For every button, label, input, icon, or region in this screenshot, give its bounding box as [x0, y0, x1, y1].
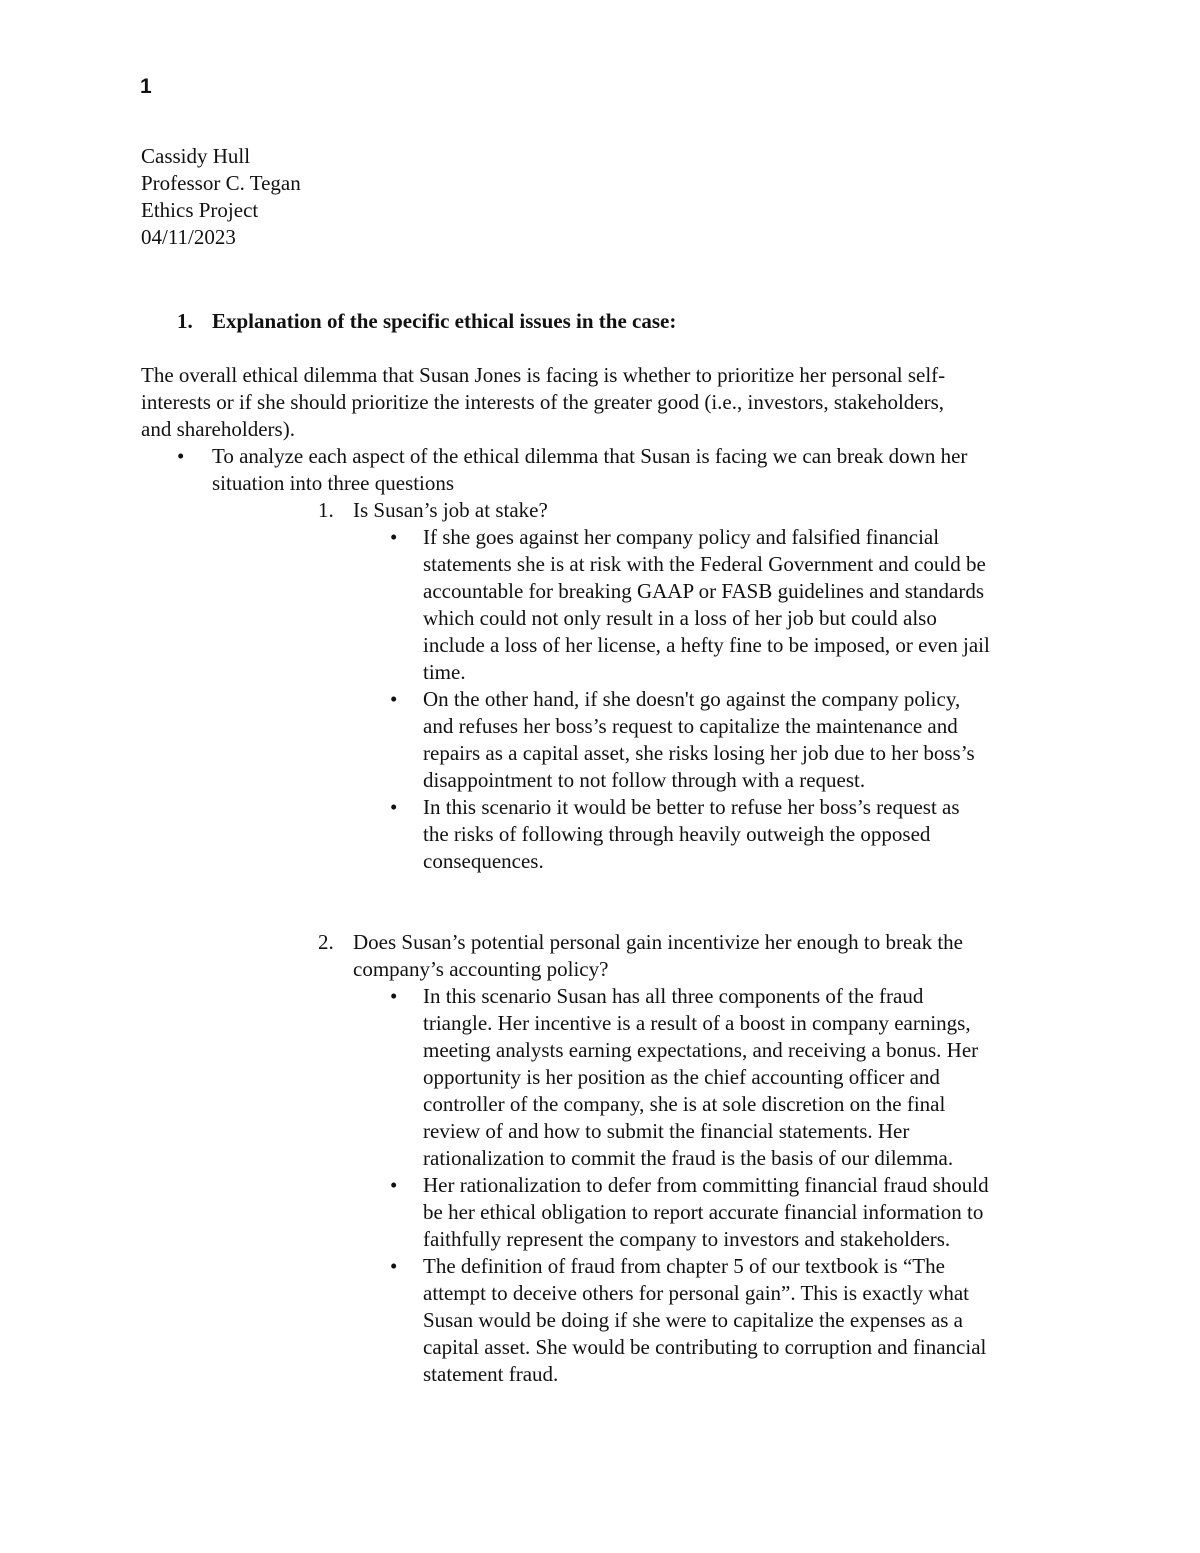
- bullet-icon: •: [390, 795, 398, 819]
- section-number: 1.: [177, 309, 193, 333]
- sub-bullet-line: In this scenario it would be better to refuse her boss’s request as: [423, 795, 960, 819]
- professor-name: Professor C. Tegan: [141, 171, 301, 195]
- sub-bullet-line: attempt to deceive others for personal gain”. This is exactly what: [423, 1281, 970, 1305]
- intro-line: interests or if she should prioritize the interests of the greater good (i.e., investors, stakeholders,: [141, 390, 945, 414]
- bullet-icon: •: [390, 984, 398, 1008]
- sub-bullet-line: meeting analysts earning expectations, and receiving a bonus. Her: [423, 1038, 979, 1062]
- sub-bullet-line: capital asset. She would be contributing to corruption and financial: [423, 1335, 987, 1359]
- page-number: 1: [140, 75, 152, 98]
- sub-bullet-line: accountable for breaking GAAP or FASB guidelines and standards: [423, 579, 985, 603]
- sub-bullet-line: On the other hand, if she doesn't go against the company policy,: [423, 687, 961, 711]
- main-bullet-line: To analyze each aspect of the ethical dilemma that Susan is facing we can break down her: [212, 444, 968, 468]
- question-1: [318, 497, 548, 524]
- main-bullet-line: situation into three questions: [212, 471, 455, 495]
- sub-bullet: [389, 524, 1089, 686]
- sub-bullet: [389, 1253, 1089, 1388]
- sub-bullet-line: disappointment to not follow through with a request.: [423, 768, 866, 792]
- sub-bullet-line: Her rationalization to defer from committing financial fraud should: [423, 1173, 989, 1197]
- sub-bullet-line: statement fraud.: [423, 1362, 559, 1386]
- sub-bullet-line: rationalization to commit the fraud is the basis of our dilemma.: [423, 1146, 954, 1170]
- sub-bullet-line: statements she is at risk with the Federal Government and could be: [423, 552, 986, 576]
- sub-bullet-line: be her ethical obligation to report accurate financial information to: [423, 1200, 984, 1224]
- sub-bullet: [389, 983, 1089, 1172]
- sub-bullet-line: review of and how to submit the financial statements. Her: [423, 1119, 910, 1143]
- sub-bullet-line: the risks of following through heavily outweigh the opposed: [423, 822, 931, 846]
- sub-bullet-line: triangle. Her incentive is a result of a boost in company earnings,: [423, 1011, 971, 1035]
- bullet-icon: •: [390, 687, 398, 711]
- sub-bullet: [389, 686, 1089, 794]
- intro-paragraph: [141, 362, 1066, 443]
- question-line: Does Susan’s potential personal gain incentivize her enough to break the: [353, 930, 963, 954]
- sub-bullet-line: The definition of fraud from chapter 5 of our textbook is “The: [423, 1254, 945, 1278]
- sub-bullet-line: opportunity is her position as the chief accounting officer and: [423, 1065, 940, 1089]
- bullet-icon: •: [390, 525, 398, 549]
- sub-bullet-line: include a loss of her license, a hefty fine to be imposed, or even jail: [423, 633, 990, 657]
- section-heading: [177, 308, 676, 335]
- question-number: 1.: [318, 498, 334, 522]
- question-2: [318, 929, 963, 983]
- sub-bullet: [389, 1172, 1089, 1253]
- student-name: Cassidy Hull: [141, 144, 251, 168]
- sub-bullet-line: faithfully represent the company to investors and stakeholders.: [423, 1227, 951, 1251]
- bullet-icon: •: [390, 1254, 398, 1278]
- question-2-bullets: [389, 983, 1089, 1388]
- question-1-bullets: [389, 524, 1089, 875]
- question-line: Is Susan’s job at stake?: [353, 498, 548, 522]
- sub-bullet-line: controller of the company, she is at sole discretion on the final: [423, 1092, 946, 1116]
- question-text: [353, 497, 548, 524]
- main-bullet: [177, 443, 967, 497]
- sub-bullet: [389, 794, 1089, 875]
- intro-line: and shareholders).: [141, 417, 295, 441]
- bullet-icon: •: [390, 1173, 398, 1197]
- question-text: [353, 929, 963, 983]
- date: 04/11/2023: [141, 225, 236, 249]
- sub-bullet-line: consequences.: [423, 849, 544, 873]
- sub-bullet-line: repairs as a capital asset, she risks losing her job due to her boss’s: [423, 741, 975, 765]
- main-bullet-text: [212, 443, 967, 497]
- question-line: company’s accounting policy?: [353, 957, 609, 981]
- header-block: [141, 143, 301, 251]
- bullet-icon: •: [177, 444, 185, 468]
- section-heading-text: Explanation of the specific ethical issues in the case:: [212, 309, 677, 333]
- sub-bullet-line: Susan would be doing if she were to capitalize the expenses as a: [423, 1308, 964, 1332]
- question-number: 2.: [318, 930, 334, 954]
- sub-bullet-line: time.: [423, 660, 466, 684]
- sub-bullet-line: which could not only result in a loss of her job but could also: [423, 606, 937, 630]
- course-title: Ethics Project: [141, 198, 259, 222]
- sub-bullet-line: and refuses her boss’s request to capitalize the maintenance and: [423, 714, 958, 738]
- sub-bullet-line: If she goes against her company policy and falsified financial: [423, 525, 940, 549]
- sub-bullet-line: In this scenario Susan has all three components of the fraud: [423, 984, 924, 1008]
- intro-line: The overall ethical dilemma that Susan Jones is facing is whether to prioritize her personal self-: [141, 363, 946, 387]
